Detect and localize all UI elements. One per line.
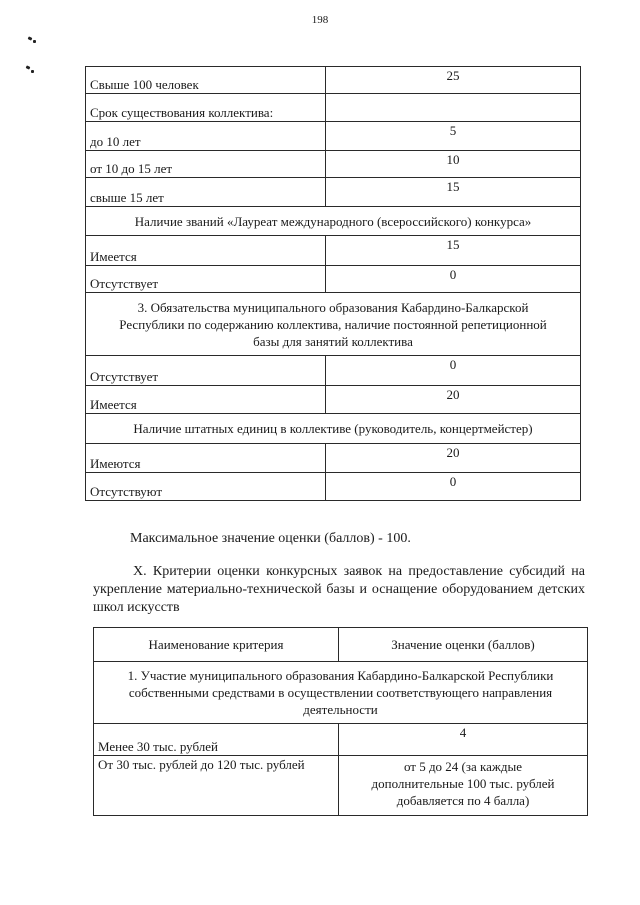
criterion-score: 20 [326,444,581,473]
criterion-score: 0 [326,356,581,386]
table-row [86,414,581,444]
criterion-score [326,94,581,122]
criterion-label: до 10 лет [86,122,326,151]
criterion-score: 15 [326,236,581,266]
section-heading: X. Критерии оценки конкурсных заявок на предоставление субсидий на укрепление материально-технической базы и оснащение оборудованием детских школ искусств [93,564,585,615]
criterion-label: Имеется [86,386,326,414]
criterion-label: Отсутствует [86,266,326,293]
scan-artifact [28,36,33,40]
criterion-label: Имеются [86,444,326,473]
criterion-label: от 10 до 15 лет [86,151,326,178]
criterion-label: От 30 тыс. рублей до 120 тыс. рублей [94,756,339,816]
criterion-label: Менее 30 тыс. рублей [94,724,339,756]
table-row [86,67,581,94]
criteria-table-continued [85,66,581,501]
criterion-score: 10 [326,151,581,178]
criterion-score: 4 [339,724,588,756]
table-row [86,178,581,207]
criterion-group-heading: Наличие штатных единиц в коллективе (руководитель, концертмейстер) [86,414,581,444]
criterion-group-heading: Наличие званий «Лауреат международного (всероссийского) конкурса» [86,207,581,236]
criterion-label: Срок существования коллектива: [86,94,326,122]
criterion-score: 0 [326,266,581,293]
scan-artifact [31,70,34,73]
table-header-row [94,628,588,662]
criterion-score: 5 [326,122,581,151]
criterion-label: Свыше 100 человек [86,67,326,94]
table-row [94,662,588,724]
column-header-score: Значение оценки (баллов) [339,628,588,662]
criterion-label: Отсутствует [86,356,326,386]
table-row [86,151,581,178]
table-row [86,122,581,151]
table-row [94,756,588,816]
scan-artifact [26,65,31,69]
criterion-group-heading: 3. Обязательства муниципального образования Кабардино-Балкарской Республики по содержанию коллектива, наличие постоянной репетиционной базы для занятий коллектива [86,293,581,356]
criterion-score: 15 [326,178,581,207]
criterion-label: Отсутствуют [86,473,326,501]
table-row [86,236,581,266]
max-score-note: Максимальное значение оценки (баллов) - 100. [130,531,411,546]
table-row [86,207,581,236]
criterion-score: 20 [326,386,581,414]
table-row [86,293,581,356]
column-header-criterion: Наименование критерия [94,628,339,662]
page-number: 198 [311,14,329,26]
table-row [86,266,581,293]
table-row [86,94,581,122]
table-row [86,473,581,501]
scan-artifact [33,40,36,43]
table-row [94,724,588,756]
criterion-label: Имеется [86,236,326,266]
criteria-table [93,627,588,816]
criterion-group-heading: 1. Участие муниципального образования Кабардино-Балкарской Республики собственными средствами в осуществлении соответствующего направления деятельности [94,662,588,724]
criterion-score: 0 [326,473,581,501]
criterion-score: от 5 до 24 (за каждые дополнительные 100 тыс. рублей добавляется по 4 балла) [339,756,588,816]
table-row [86,444,581,473]
table-row [86,386,581,414]
criterion-label: свыше 15 лет [86,178,326,207]
table-row [86,356,581,386]
criterion-score: 25 [326,67,581,94]
